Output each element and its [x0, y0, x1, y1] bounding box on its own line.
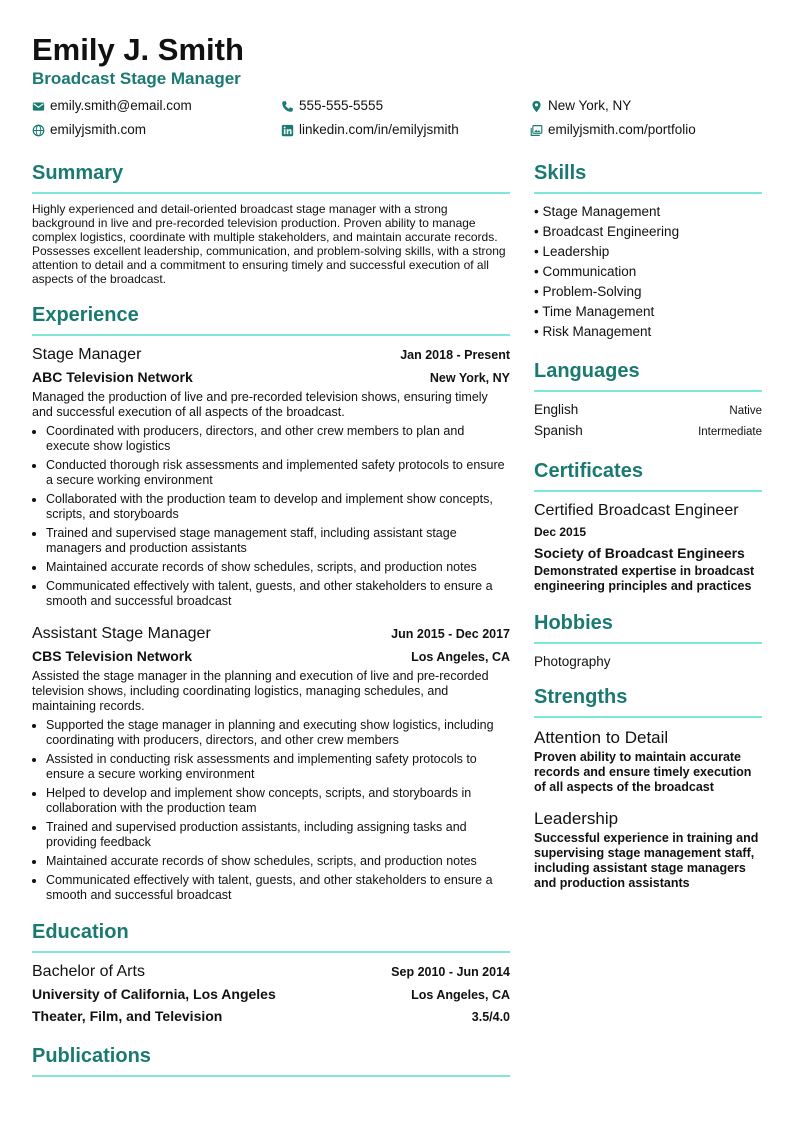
phone-icon	[281, 100, 294, 113]
education-location: Los Angeles, CA	[411, 988, 510, 1002]
location-pin-icon	[530, 100, 543, 113]
job-bullets	[32, 718, 510, 903]
job-bullet: • Assisted in conducting risk assessments and implementing safety protocols to ensure a secure working environment	[46, 752, 510, 782]
education-dates: Sep 2010 - Jun 2014	[391, 965, 510, 979]
strength-description: Successful experience in training and supervising stage management staff, including assistant stage managers and production assistants	[534, 831, 759, 890]
job-bullet: • Trained and supervised stage management staff, including assistant stage managers and production assistants	[46, 526, 510, 556]
skill-item: • Broadcast Engineering	[534, 224, 680, 239]
skill-label: Leadership	[542, 244, 610, 259]
job-company: CBS Television Network	[32, 648, 193, 664]
hobby-item: Photography	[534, 654, 611, 669]
portfolio-icon	[530, 124, 543, 137]
job-company: ABC Television Network	[32, 369, 193, 385]
hobbies-heading: Hobbies	[534, 608, 762, 644]
languages-heading: Languages	[534, 356, 762, 392]
experience-heading: Experience	[32, 300, 510, 336]
job-bullet: • Conducted thorough risk assessments and implemented safety protocols to ensure a secure working environment	[46, 458, 510, 488]
skill-label: Time Management	[542, 304, 655, 319]
job-bullet: • Helped to develop and implement show concepts, scripts, and storyboards in collaboration with the production team	[46, 786, 510, 816]
left-column	[32, 158, 510, 1085]
right-column	[534, 158, 762, 891]
job-bullet: • Communicated effectively with talent, guests, and other stakeholders to ensure a smooth and successful broadcast	[46, 579, 510, 609]
education-school: University of California, Los Angeles	[32, 986, 276, 1002]
contact-email[interactable]	[32, 97, 281, 115]
strength-item	[534, 726, 762, 795]
job-description: Managed the production of live and pre-recorded television shows, ensuring timely and successful execution of all aspects of the broadcast.	[32, 390, 488, 419]
resume-header	[32, 32, 762, 139]
summary-heading: Summary	[32, 158, 510, 194]
skill-label: Communication	[542, 264, 637, 279]
contact-website[interactable]	[32, 121, 281, 139]
skills-heading: Skills	[534, 158, 762, 194]
language-item	[534, 400, 762, 421]
certificate-org: Society of Broadcast Engineers	[534, 545, 745, 561]
skills-section	[534, 158, 762, 342]
candidate-name: Emily J. Smith	[32, 32, 244, 67]
job-description: Assisted the stage manager in the planning and execution of live and pre-recorded television shows, including coordinating logistics, managing schedules, and maintaining records.	[32, 669, 489, 713]
language-level: Native	[729, 405, 762, 417]
job-dates: Jun 2015 - Dec 2017	[391, 627, 510, 641]
strength-item	[534, 807, 762, 891]
skill-label: Broadcast Engineering	[542, 224, 680, 239]
skill-item: • Stage Management	[534, 204, 661, 219]
certificate-date: Dec 2015	[534, 525, 587, 539]
hobbies-section	[534, 608, 762, 672]
skill-label: Risk Management	[542, 324, 652, 339]
job-bullet: • Supported the stage manager in planning and executing show logistics, including coordinating with producers, directors, and other crew members	[46, 718, 510, 748]
job-bullets	[32, 424, 510, 609]
skill-label: Problem-Solving	[542, 284, 642, 299]
language-item	[534, 421, 762, 442]
job-bullet: • Communicated effectively with talent, guests, and other stakeholders to ensure a smooth and successful broadcast	[46, 873, 510, 903]
job-bullet: • Maintained accurate records of show schedules, scripts, and production notes	[46, 854, 510, 869]
contact-website-text: emilyjsmith.com	[50, 122, 147, 137]
skill-label: Stage Management	[542, 204, 661, 219]
publications-heading: Publications	[32, 1041, 510, 1077]
summary-text: Highly experienced and detail-oriented broadcast stage manager with a strong background in live and pre-recorded television production. Proven ability to manage complex logistics, coordinate with multiple stakeholders, and maintain accurate records. Possesses excellent leadership, communication, and problem-solving skills, with a strong attention to detail and a commitment to ensuring timely and successful execution of all aspects of the broadcast.	[32, 202, 506, 286]
skill-item: • Risk Management	[534, 324, 652, 339]
certificate-description: Demonstrated expertise in broadcast engineering principles and practices	[534, 564, 755, 593]
contact-phone-text: 555-555-5555	[299, 98, 384, 113]
publications-section	[32, 1041, 510, 1077]
certificate-name: Certified Broadcast Engineer	[534, 502, 739, 519]
skill-item: • Communication	[534, 264, 637, 279]
experience-section	[32, 300, 510, 903]
certificates-section	[534, 456, 762, 594]
contact-list	[32, 97, 762, 139]
skill-item: • Leadership	[534, 244, 610, 259]
strength-name: Leadership	[534, 809, 619, 828]
contact-linkedin[interactable]	[281, 121, 530, 139]
education-heading: Education	[32, 917, 510, 953]
job-entry	[32, 623, 510, 903]
strengths-heading: Strengths	[534, 682, 762, 718]
job-title: Stage Manager	[32, 346, 142, 363]
languages-section	[534, 356, 762, 442]
email-icon	[32, 100, 45, 113]
globe-icon	[32, 124, 45, 137]
job-bullet: • Maintained accurate records of show schedules, scripts, and production notes	[46, 560, 510, 575]
job-entry	[32, 344, 510, 609]
job-title: Assistant Stage Manager	[32, 625, 211, 642]
education-gpa: 3.5/4.0	[471, 1010, 510, 1024]
strength-name: Attention to Detail	[534, 728, 669, 747]
strengths-section	[534, 682, 762, 891]
skill-item: • Problem-Solving	[534, 284, 642, 299]
contact-portfolio[interactable]	[530, 121, 762, 139]
contact-location	[530, 97, 762, 115]
job-bullet: • Coordinated with producers, directors, and other crew members to plan and execute show logistics	[46, 424, 510, 454]
language-level: Intermediate	[698, 426, 762, 438]
certificates-heading: Certificates	[534, 456, 762, 492]
job-dates: Jan 2018 - Present	[400, 348, 510, 362]
skill-item: • Time Management	[534, 304, 655, 319]
contact-phone[interactable]	[281, 97, 530, 115]
education-section	[32, 917, 510, 1027]
job-location: New York, NY	[429, 371, 510, 385]
education-degree: Bachelor of Arts	[32, 963, 145, 980]
language-name: English	[534, 402, 579, 417]
contact-linkedin-text: linkedin.com/in/emilyjsmith	[299, 122, 459, 137]
job-bullet: • Trained and supervised production assistants, including assigning tasks and providing feedback	[46, 820, 510, 850]
contact-email-text: emily.smith@email.com	[50, 98, 192, 113]
contact-location-text: New York, NY	[548, 98, 632, 113]
contact-portfolio-text: emilyjsmith.com/portfolio	[548, 122, 696, 137]
candidate-title: Broadcast Stage Manager	[32, 69, 241, 88]
strength-description: Proven ability to maintain accurate records and ensure timely execution of all aspects of the broadcast	[534, 750, 752, 794]
education-field: Theater, Film, and Television	[32, 1008, 223, 1024]
linkedin-icon	[281, 124, 294, 137]
language-name: Spanish	[534, 423, 583, 438]
job-location: Los Angeles, CA	[411, 650, 510, 664]
summary-section	[32, 158, 510, 286]
job-bullet: • Collaborated with the production team to develop and implement show concepts, scripts, and storyboards	[46, 492, 510, 522]
